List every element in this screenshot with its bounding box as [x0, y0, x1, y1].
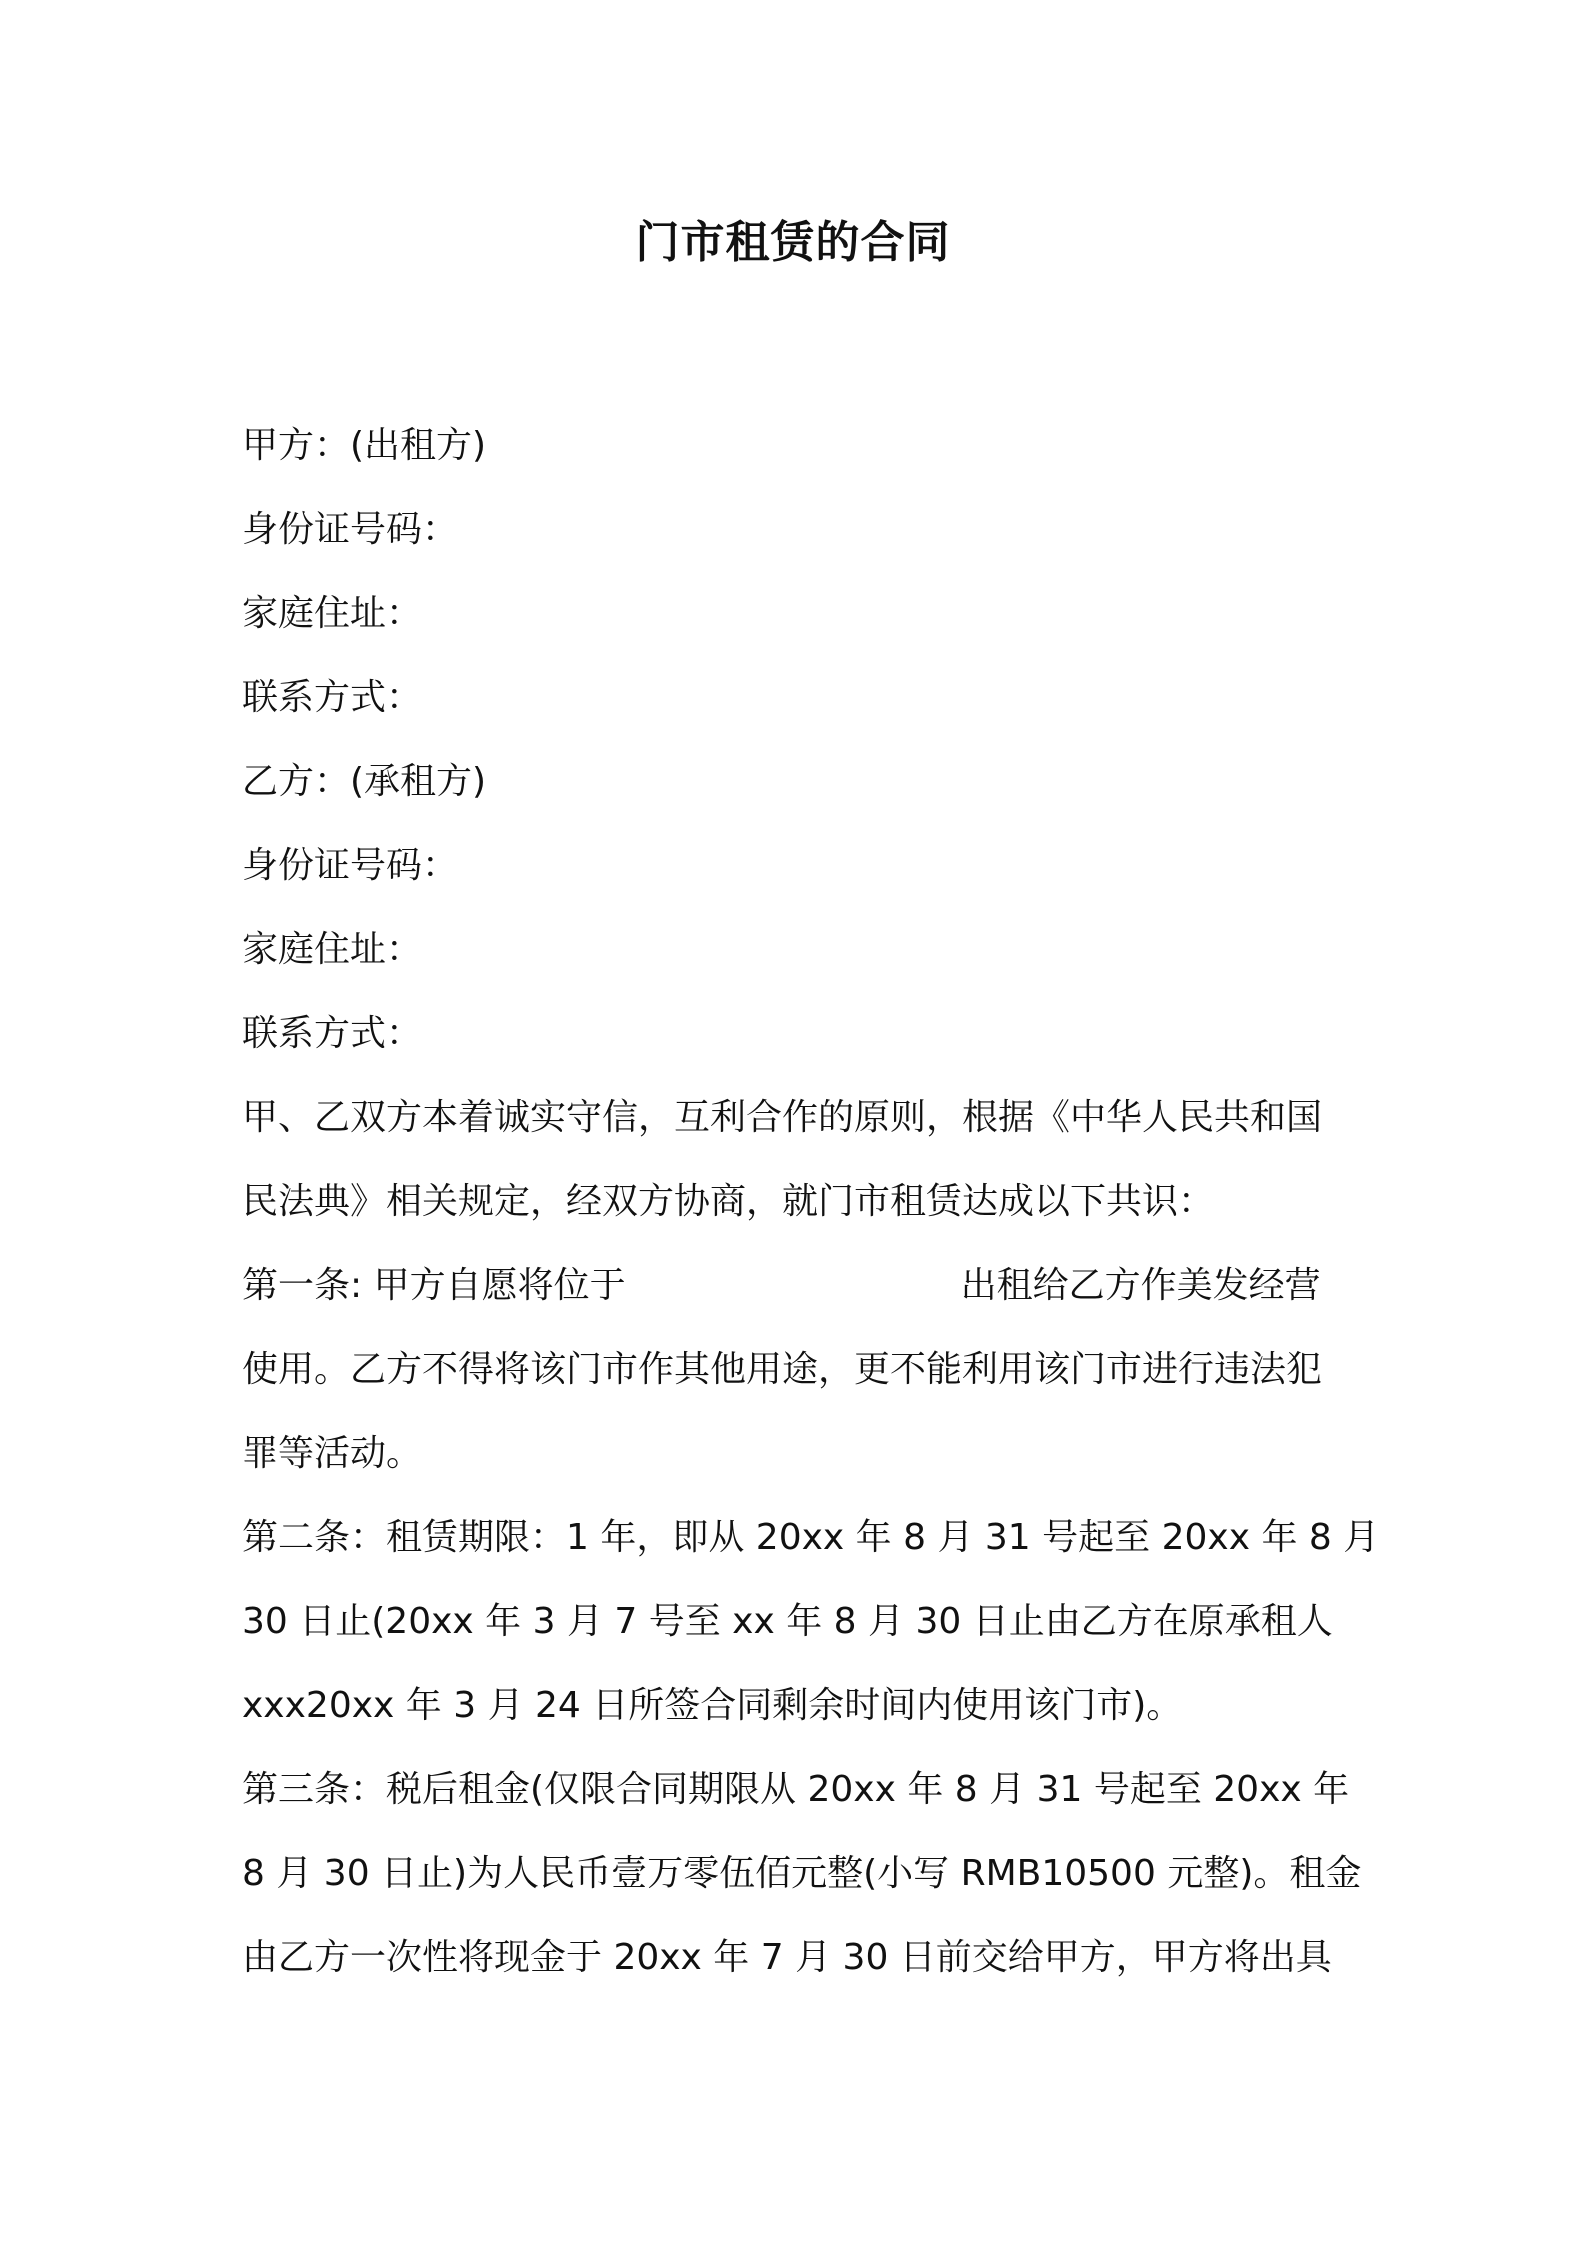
- party-a-header: 甲方：(出租方): [242, 425, 487, 466]
- preamble-line-1: 甲、乙双方本着诚实守信，互利合作的原则，根据《中华人民共和国: [242, 1097, 1323, 1138]
- article-3-line-1: 第三条：税后租金(仅限合同期限从 20xx 年 8 月 31 号起至 20xx 年: [242, 1769, 1350, 1810]
- article-2-line-3: xxx20xx 年 3 月 24 日所签合同剩余时间内使用该门市)。: [242, 1685, 1183, 1726]
- article-3-line-2: 8 月 30 日止)为人民币壹万零伍佰元整(小写 RMB10500 元整)。租金: [242, 1853, 1362, 1894]
- article-3-line-3: 由乙方一次性将现金于 20xx 年 7 月 30 日前交给甲方，甲方将出具: [242, 1937, 1332, 1978]
- article-1-line-3: 罪等活动。: [242, 1433, 423, 1474]
- party-b-address: 家庭住址：: [242, 929, 423, 970]
- article-2-line-2: 30 日止(20xx 年 3 月 7 号至 xx 年 8 月 30 日止由乙方在原承租人: [242, 1601, 1333, 1642]
- party-b-id-number: 身份证号码：: [242, 845, 459, 886]
- contract-body: [242, 404, 1380, 2000]
- article-1-line-1: [242, 1244, 1352, 1328]
- article-1-line-2: 使用。乙方不得将该门市作其他用途，更不能利用该门市进行违法犯: [242, 1349, 1323, 1390]
- preamble-line-2: 民法典》相关规定，经双方协商，就门市租赁达成以下共识：: [242, 1181, 1215, 1222]
- party-a-contact: 联系方式：: [242, 677, 423, 718]
- page-title: 门市租赁的合同: [635, 217, 951, 268]
- party-a-id-number: 身份证号码：: [242, 509, 459, 550]
- party-a-address: 家庭住址：: [242, 593, 423, 634]
- article-1-text-before-blank: 第一条: 甲方自愿将位于: [242, 1265, 626, 1306]
- article-1-text-after-blank: 出租给乙方作美发经营: [960, 1265, 1321, 1306]
- party-b-contact: 联系方式：: [242, 1013, 423, 1054]
- party-b-header: 乙方：(承租方): [242, 761, 487, 802]
- article-2-line-1: 第二条：租赁期限：1 年，即从 20xx 年 8 月 31 号起至 20xx 年 8 月: [242, 1517, 1380, 1558]
